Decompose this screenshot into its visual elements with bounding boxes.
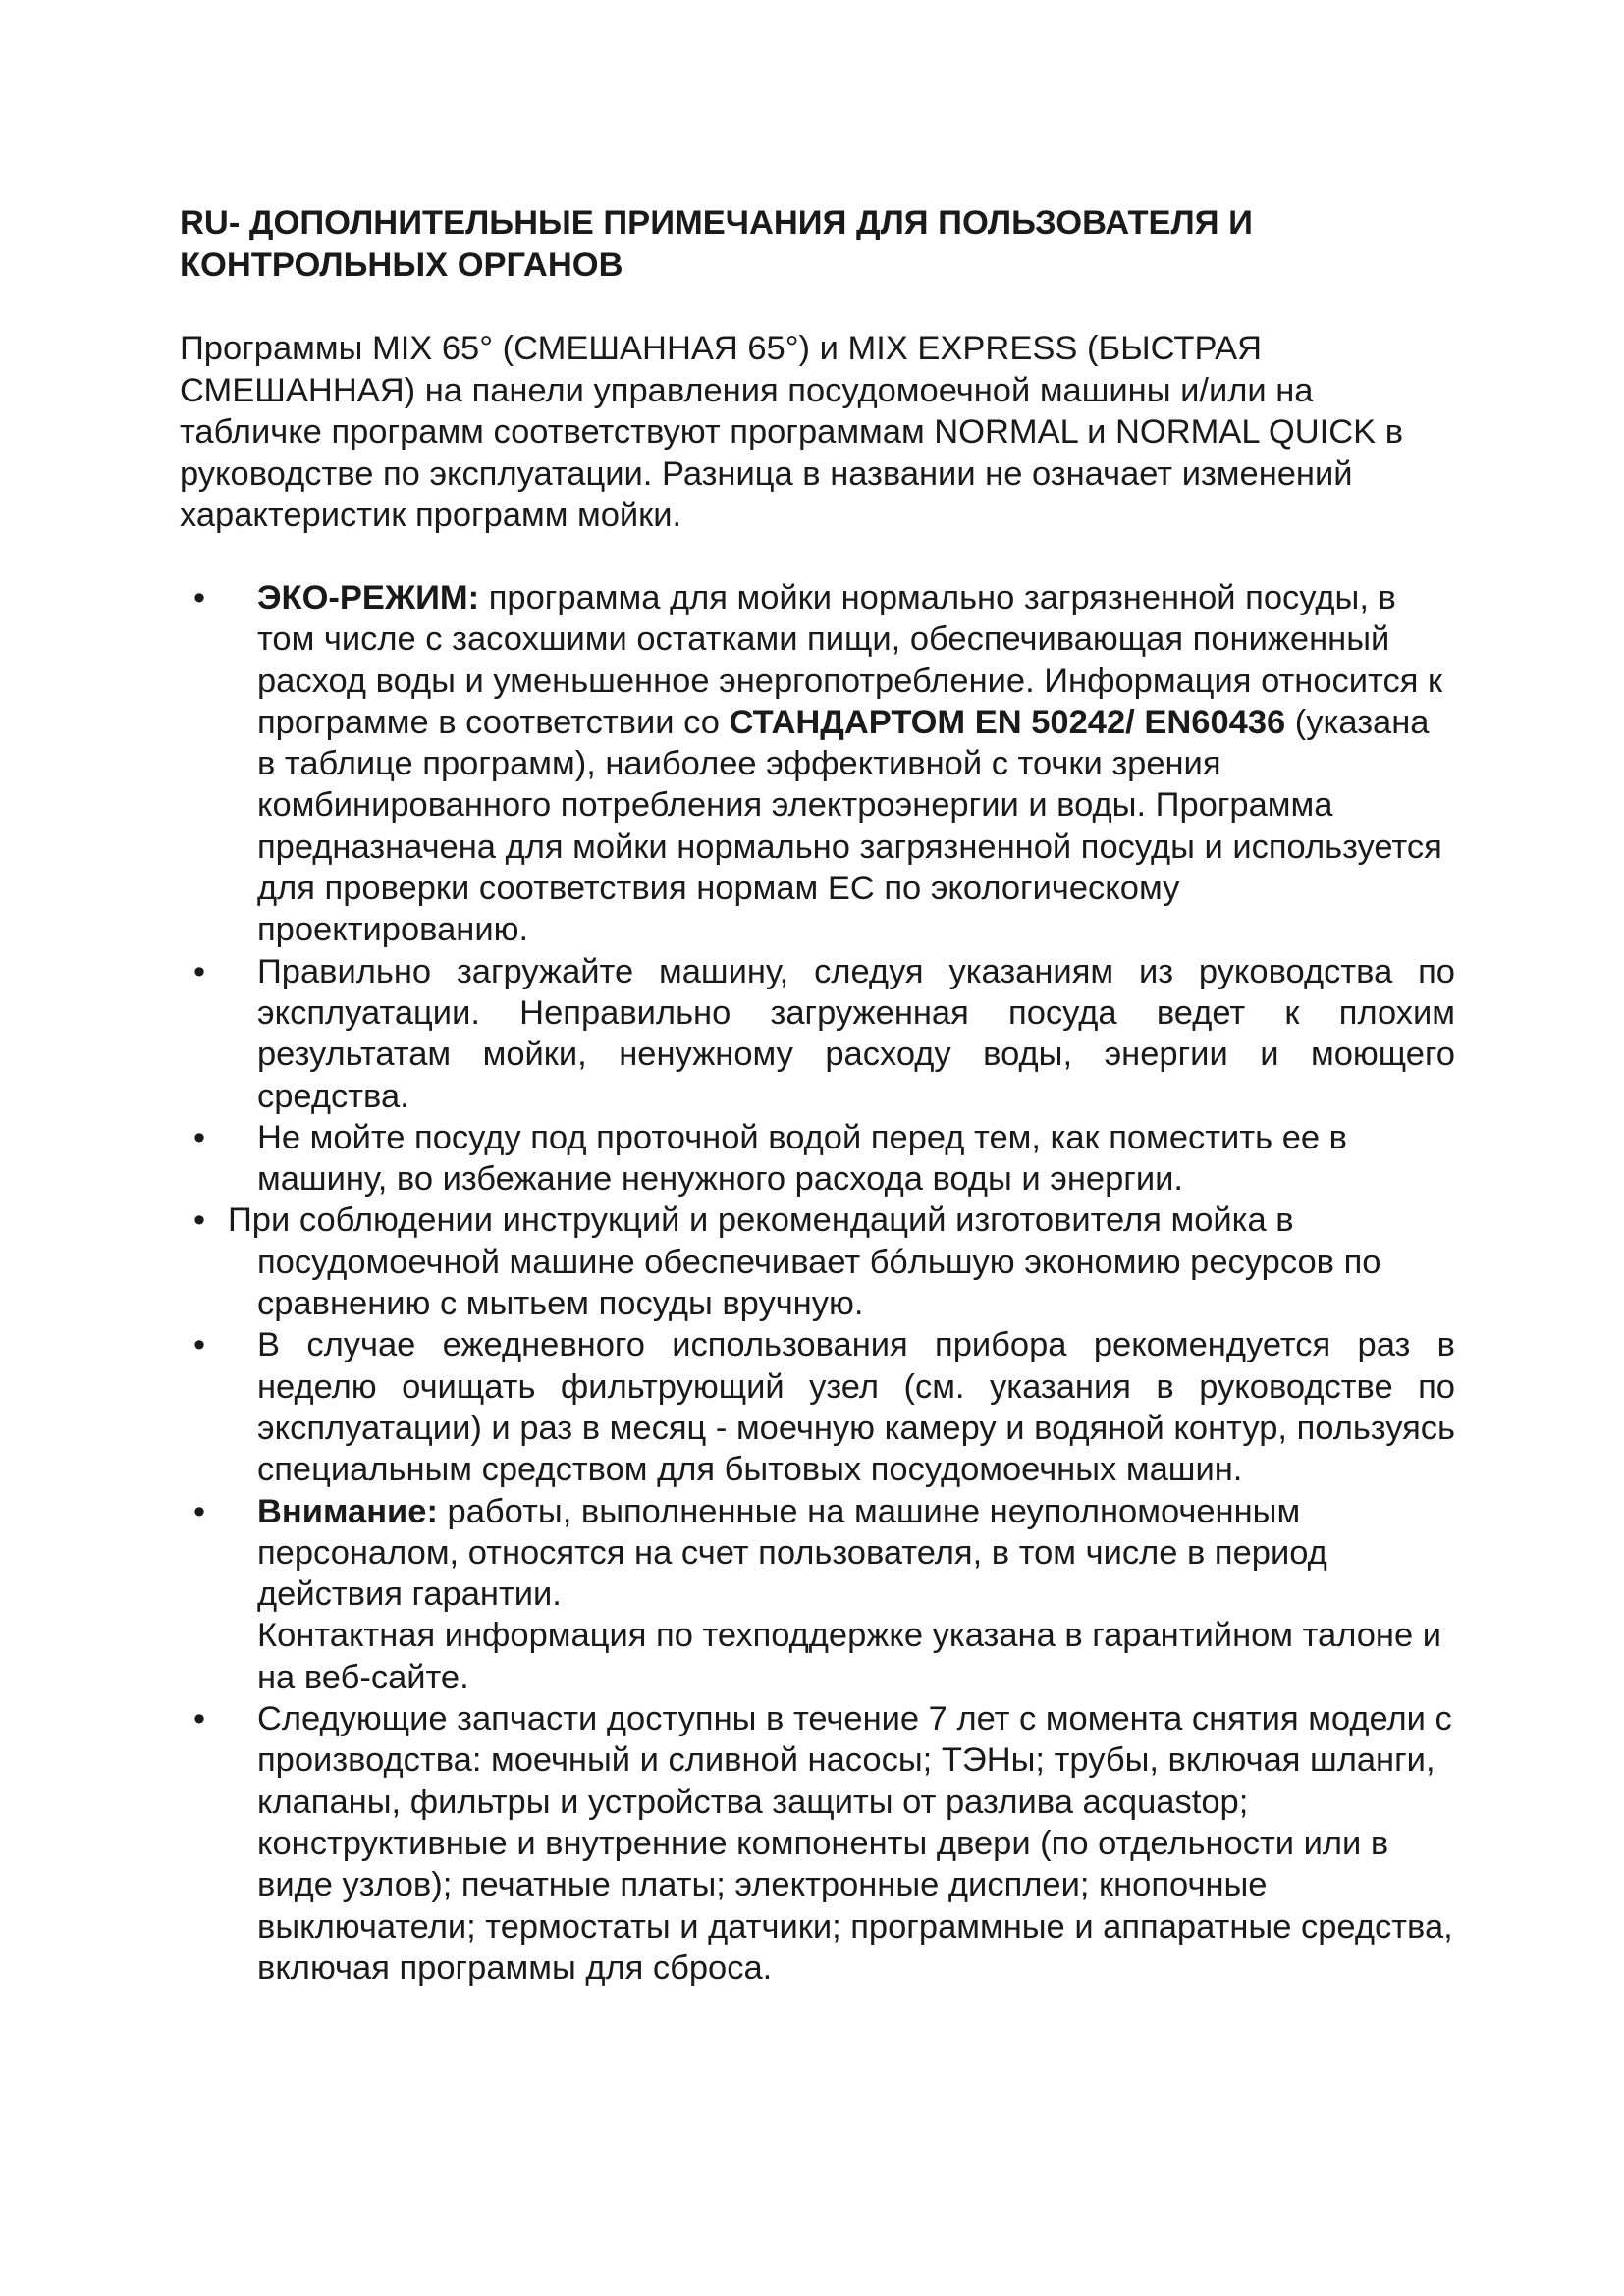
standard-reference: СТАНДАРТОМ EN 50242/ EN60436 (729, 703, 1286, 741)
eco-mode-text (257, 577, 1455, 951)
list-item-rinsing (0, 1117, 1455, 1201)
bullet-icon: • (192, 1492, 206, 1530)
spare-parts-text: Следующие запчасти доступны в течение 7 лет с момента снятия модели с производства: моечный и сливной насосы; ТЭНы; трубы, включая шланги, клапаны, фильтры и устройства защиты от разлива acquastop; конструктивные и внутренние компоненты двери (по отдельности или в виде узлов); печатные платы; электронные дисплеи; кнопочные выключатели; термостаты и датчики; программные и аппаратные средства, включая программы для сброса. (257, 1700, 1453, 1987)
economy-lead-text (228, 1200, 1455, 1241)
warning-text (257, 1491, 1455, 1616)
list-item-spare-parts (0, 1698, 1455, 1989)
bullet-icon: • (192, 579, 206, 616)
cleaning-text: В случае ежедневного использования прибора рекомендуется раз в неделю очищать фильтрующий узел (см. указания в руководстве по эксплуатации) и раз в месяц - моечную камеру и водяной контур, пользуясь специальным средством для бытовых посудомоечных машин. (257, 1326, 1455, 1489)
bullet-icon: • (192, 952, 206, 990)
bullet-icon: • (192, 1326, 206, 1364)
eco-mode-description: программа для мойки нормально загрязненной посуды, в том числе с засохшими остатками пищи, обеспечивающая пониженный расход воды и уменьшенное энергопотребление. Информация относится к программе в соответствии со (257, 579, 1443, 741)
list-item-warning (0, 1491, 1455, 1698)
warning-description: работы, выполненные на машине неуполномоченным персоналом, относятся на счет пользователя, в том числе в период действия гарантии. (257, 1492, 1327, 1614)
list-item-economy (0, 1200, 1455, 1324)
loading-text: Правильно загружайте машину, следуя указаниям из руководства по эксплуатации. Неправильно загруженная посуда ведет к плохим результатам мойки, ненужному расходу воды, энергии и моющего средства. (257, 952, 1455, 1115)
contact-info-text: Контактная информация по техподдержке указана в гарантийном талоне и на веб-сайте. (257, 1617, 1442, 1696)
list-item-loading (0, 951, 1455, 1117)
bullet-icon: • (192, 1700, 206, 1738)
warning-label: Внимание: (257, 1492, 438, 1530)
eco-mode-description-cont: (указана в таблице программ), наиболее эффективной с точки зрения комбинированного потребления электроэнергии и воды. Программа предназначена для мойки нормально загрязненной посуды и используется для проверки соответствия нормам ЕС по экологическому проектированию. (257, 703, 1442, 949)
eco-mode-label: ЭКО-РЕЖИМ: (257, 579, 480, 616)
bullet-icon: • (192, 1201, 206, 1240)
list-item-eco-mode (0, 577, 1455, 951)
economy-rest-text: посудомоечной машине обеспечивает бóльшую экономию ресурсов по сравнению с мытьем посуды вручную. (257, 1243, 1381, 1323)
notes-list (0, 577, 1624, 1989)
rinsing-text: Не мойте посуду под проточной водой перед тем, как поместить ее в машину, во избежание ненужного расхода воды и энергии. (257, 1118, 1347, 1199)
economy-lead: При соблюдении инструкций и рекомендаций изготовителя мойка в (228, 1201, 1294, 1240)
bullet-icon: • (192, 1118, 206, 1156)
list-item-cleaning (0, 1324, 1455, 1490)
page-title: RU- ДОПОЛНИТЕЛЬНЫЕ ПРИМЕЧАНИЯ ДЛЯ ПОЛЬЗОВАТЕЛЯ И КОНТРОЛЬНЫХ ОРГАНОВ (180, 204, 1253, 284)
intro-paragraph: Программы MIX 65° (СМЕШАННАЯ 65°) и MIX EXPRESS (БЫСТРАЯ СМЕШАННАЯ) на панели управления посудомоечной машины и/или на табличке программ соответствуют программам NORMAL и NORMAL QUICK в руководстве по эксплуатации. Разница в названии не означает изменений характеристик программ мойки. (180, 330, 1404, 534)
